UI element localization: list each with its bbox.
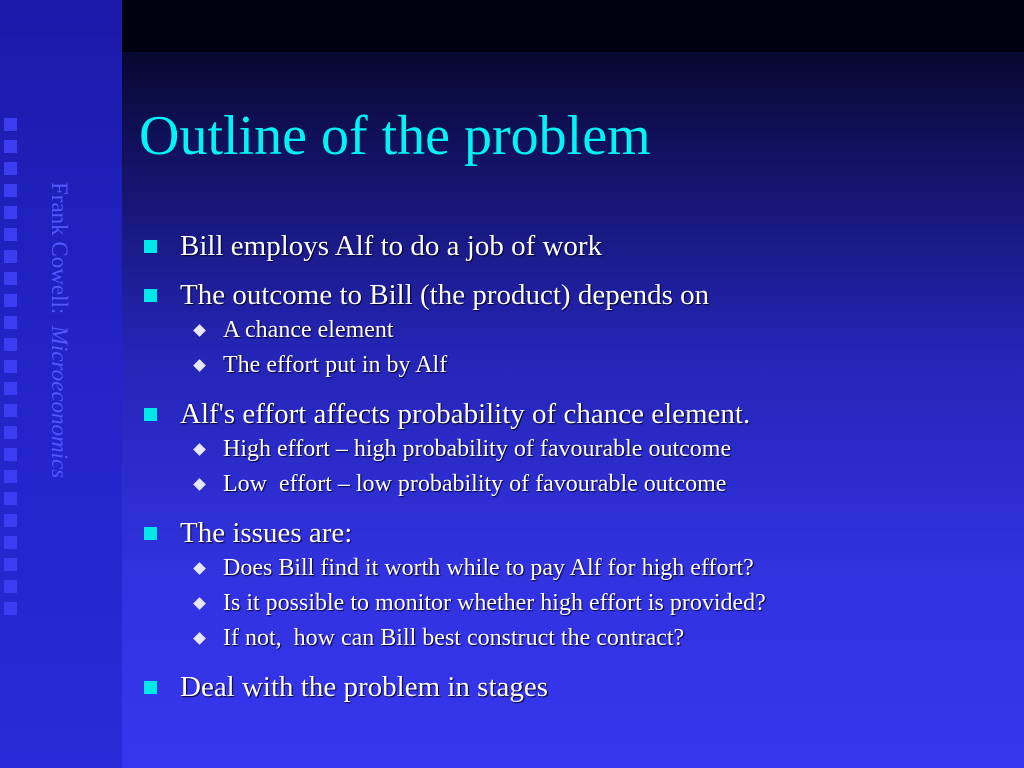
decor-square — [4, 272, 17, 285]
decor-square — [4, 162, 17, 175]
decor-square — [4, 492, 17, 505]
diamond-bullet-icon — [193, 324, 206, 337]
decor-square — [4, 426, 17, 439]
decor-square — [4, 404, 17, 417]
sub-bullet-text: The effort put in by Alf — [223, 352, 448, 378]
decor-square — [4, 250, 17, 263]
sub-bullet-item — [195, 348, 1010, 383]
decor-square — [4, 470, 17, 483]
sub-bullet-item — [195, 586, 1010, 621]
bullet-text: Bill employs Alf to do a job of work — [180, 229, 603, 262]
decor-square — [4, 228, 17, 241]
sub-bullet-text: Is it possible to monitor whether high effort is provided? — [223, 590, 766, 616]
bullet-text: Deal with the problem in stages — [180, 670, 549, 703]
decor-square — [4, 118, 17, 131]
bullet-item — [140, 669, 1010, 705]
sub-bullet-text: Does Bill find it worth while to pay Alf for high effort? — [223, 555, 754, 581]
diamond-bullet-icon — [193, 359, 206, 372]
diamond-bullet-icon — [193, 632, 206, 645]
slide-content — [140, 228, 1010, 705]
bullet-item — [140, 396, 1010, 432]
sidebar-author: Frank Cowell: — [47, 182, 72, 315]
square-bullet-icon — [144, 527, 157, 540]
slide-title: Outline of the problem — [139, 105, 651, 167]
decor-square — [4, 536, 17, 549]
sub-bullet-item — [195, 467, 1010, 502]
decor-square — [4, 602, 17, 615]
decor-square — [4, 140, 17, 153]
sub-bullet-text: If not, how can Bill best construct the contract? — [223, 625, 685, 651]
diamond-bullet-icon — [193, 597, 206, 610]
sidebar-book: Microeconomics — [47, 325, 72, 479]
decor-square — [4, 316, 17, 329]
decor-square — [4, 338, 17, 351]
decor-square — [4, 184, 17, 197]
square-bullet-icon — [144, 408, 157, 421]
sub-bullet-item — [195, 313, 1010, 348]
sub-bullet-text: Low effort – low probability of favourable outcome — [223, 471, 727, 497]
square-bullet-icon — [144, 289, 157, 302]
sub-bullet-text: A chance element — [223, 317, 394, 343]
diamond-bullet-icon — [193, 478, 206, 491]
sub-bullet-item — [195, 432, 1010, 467]
diamond-bullet-icon — [193, 443, 206, 456]
bullet-text: Alf's effort affects probability of chance element. — [180, 397, 751, 430]
square-bullet-icon — [144, 240, 157, 253]
square-bullet-icon — [144, 681, 157, 694]
bullet-item — [140, 515, 1010, 551]
decor-square — [4, 558, 17, 571]
bullet-item — [140, 228, 1010, 264]
top-bar — [122, 0, 1024, 52]
sub-bullet-text: High effort – high probability of favourable outcome — [223, 436, 732, 462]
decor-square — [4, 294, 17, 307]
sidebar-caption — [46, 182, 72, 478]
decorative-squares — [4, 118, 28, 615]
sub-bullet-item — [195, 551, 1010, 586]
bullet-item — [140, 277, 1010, 313]
bullet-text: The issues are: — [180, 516, 353, 549]
decor-square — [4, 206, 17, 219]
diamond-bullet-icon — [193, 562, 206, 575]
decor-square — [4, 580, 17, 593]
decor-square — [4, 514, 17, 527]
sub-bullet-item — [195, 621, 1010, 656]
bullet-text: The outcome to Bill (the product) depends on — [180, 278, 710, 311]
decor-square — [4, 448, 17, 461]
decor-square — [4, 360, 17, 373]
decor-square — [4, 382, 17, 395]
